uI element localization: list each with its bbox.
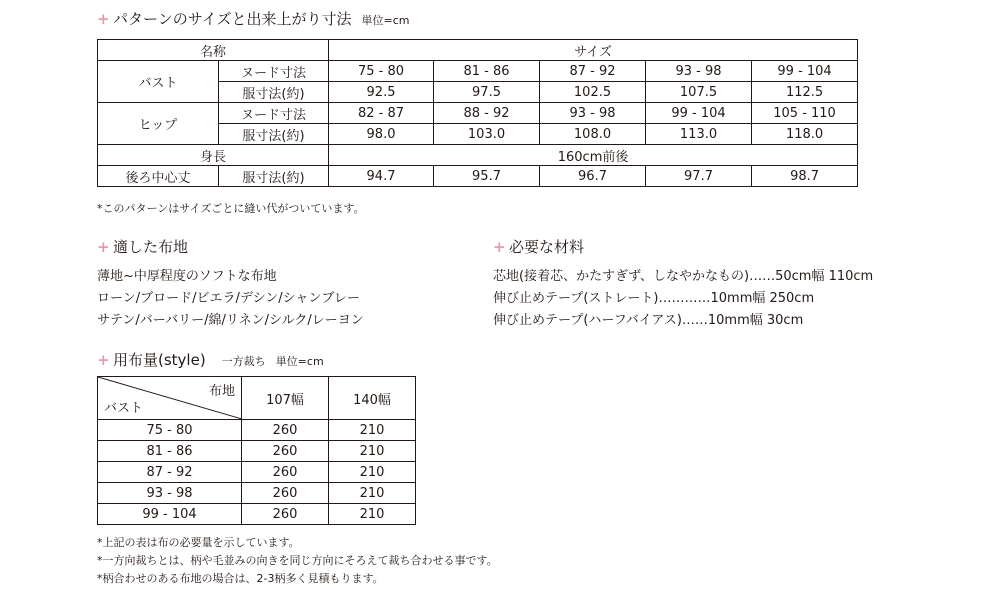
table-cell: 210 <box>329 462 416 483</box>
nude-label: ヌード寸法 <box>219 61 329 82</box>
table-cell: 92.5 <box>329 82 434 103</box>
materials-section-heading <box>493 236 584 257</box>
table-cell: 260 <box>242 441 329 462</box>
table-cell: 118.0 <box>752 124 858 145</box>
table-row <box>98 103 858 124</box>
list-item: ローン/ブロード/ビエラ/デシン/シャンブレー <box>97 291 360 306</box>
table-cell: 99 - 104 <box>646 103 752 124</box>
table-cell: 95.7 <box>434 166 540 187</box>
table-row <box>98 145 858 166</box>
size-unit-label: 単位=cm <box>361 14 410 27</box>
note-line: *一方向裁ちとは、柄や毛並みの向きを同じ方向にそろえて裁ち合わせる事です。 <box>97 554 498 567</box>
table-cell: 260 <box>242 462 329 483</box>
table-cell: 88 - 92 <box>434 103 540 124</box>
table-cell: 93 - 98 <box>98 483 242 504</box>
cut-label: 一方裁ち <box>221 355 266 368</box>
fabric-section-heading <box>97 236 188 257</box>
table-row <box>98 504 416 525</box>
yardage-section-title: 用布量(style) <box>113 351 206 369</box>
table-cell: 103.0 <box>434 124 540 145</box>
table-cell: 99 - 104 <box>98 504 242 525</box>
table-cell: 97.5 <box>434 82 540 103</box>
table-cell: 210 <box>329 420 416 441</box>
yardage-section-heading <box>97 349 324 370</box>
plus-icon: + <box>97 10 110 28</box>
list-item: 薄地~中厚程度のソフトな布地 <box>97 269 277 284</box>
table-cell: 93 - 98 <box>646 61 752 82</box>
note-line: *柄合わせのある布地の場合は、2-3柄多く見積もります。 <box>97 572 384 585</box>
table-cell: 93 - 98 <box>540 103 646 124</box>
table-cell: 260 <box>242 420 329 441</box>
garment-label: 服寸法(約) <box>219 82 329 103</box>
table-row <box>98 61 858 82</box>
list-item: 伸び止めテープ(ハーフバイアス)……10mm幅 30cm <box>493 313 804 328</box>
garment-label: 服寸法(約) <box>219 166 329 187</box>
table-cell: 112.5 <box>752 82 858 103</box>
size-table <box>97 39 858 187</box>
note-line: *上記の表は布の必要量を示しています。 <box>97 536 300 549</box>
corner-fabric-label: 布地 <box>208 384 235 399</box>
table-cell: 87 - 92 <box>98 462 242 483</box>
table-cell: 94.7 <box>329 166 434 187</box>
table-cell: 105 - 110 <box>752 103 858 124</box>
table-cell: 99 - 104 <box>752 61 858 82</box>
table-cell: 75 - 80 <box>329 61 434 82</box>
materials-section-title: 必要な材料 <box>509 238 585 256</box>
fabric-list <box>97 265 364 331</box>
size-section-heading <box>97 8 410 29</box>
yardage-unit-label: 単位=cm <box>275 355 324 368</box>
garment-label: 服寸法(約) <box>219 124 329 145</box>
plus-icon: + <box>97 238 110 256</box>
back-length-label: 後ろ中心丈 <box>98 166 219 187</box>
yardage-notes <box>97 534 498 588</box>
height-value: 160cm前後 <box>329 145 858 166</box>
table-cell: 113.0 <box>646 124 752 145</box>
corner-cell <box>98 377 242 420</box>
table-cell: 108.0 <box>540 124 646 145</box>
column-header: 140幅 <box>329 377 416 420</box>
size-table-header <box>98 40 858 61</box>
table-cell: 75 - 80 <box>98 420 242 441</box>
table-cell: 97.7 <box>646 166 752 187</box>
table-row <box>98 166 858 187</box>
plus-icon: + <box>97 351 110 369</box>
table-row <box>98 420 416 441</box>
fabric-section-title: 適した布地 <box>113 238 189 256</box>
list-item: 伸び止めテープ(ストレート)…………10mm幅 250cm <box>493 291 815 306</box>
yardage-table <box>97 376 416 525</box>
table-cell: 210 <box>329 441 416 462</box>
table-row <box>98 462 416 483</box>
list-item: 芯地(接着芯、かたすぎず、しなやかなもの)……50cm幅 110cm <box>493 269 874 284</box>
table-cell: 81 - 86 <box>98 441 242 462</box>
materials-list <box>493 265 873 331</box>
height-label: 身長 <box>98 145 329 166</box>
bust-label: バスト <box>98 61 219 103</box>
seam-allowance-note: *このパターンはサイズごとに縫い代がついています。 <box>97 202 365 215</box>
table-cell: 260 <box>242 504 329 525</box>
table-cell: 107.5 <box>646 82 752 103</box>
table-cell: 210 <box>329 483 416 504</box>
corner-bust-label: バスト <box>104 401 144 416</box>
table-cell: 87 - 92 <box>540 61 646 82</box>
hip-label: ヒップ <box>98 103 219 145</box>
table-cell: 82 - 87 <box>329 103 434 124</box>
table-cell: 210 <box>329 504 416 525</box>
table-cell: 96.7 <box>540 166 646 187</box>
list-item: サテン/バーバリー/綿/リネン/シルク/レーヨン <box>97 313 364 328</box>
size-section-title: パターンのサイズと出来上がり寸法 <box>113 10 352 28</box>
plus-icon: + <box>493 238 506 256</box>
table-cell: 98.0 <box>329 124 434 145</box>
table-cell: 102.5 <box>540 82 646 103</box>
size-header: サイズ <box>329 40 858 61</box>
column-header: 107幅 <box>242 377 329 420</box>
table-row <box>98 441 416 462</box>
table-cell: 98.7 <box>752 166 858 187</box>
name-header: 名称 <box>98 40 329 61</box>
table-cell: 81 - 86 <box>434 61 540 82</box>
table-row <box>98 483 416 504</box>
nude-label: ヌード寸法 <box>219 103 329 124</box>
yardage-table-header <box>98 377 416 420</box>
table-cell: 260 <box>242 483 329 504</box>
